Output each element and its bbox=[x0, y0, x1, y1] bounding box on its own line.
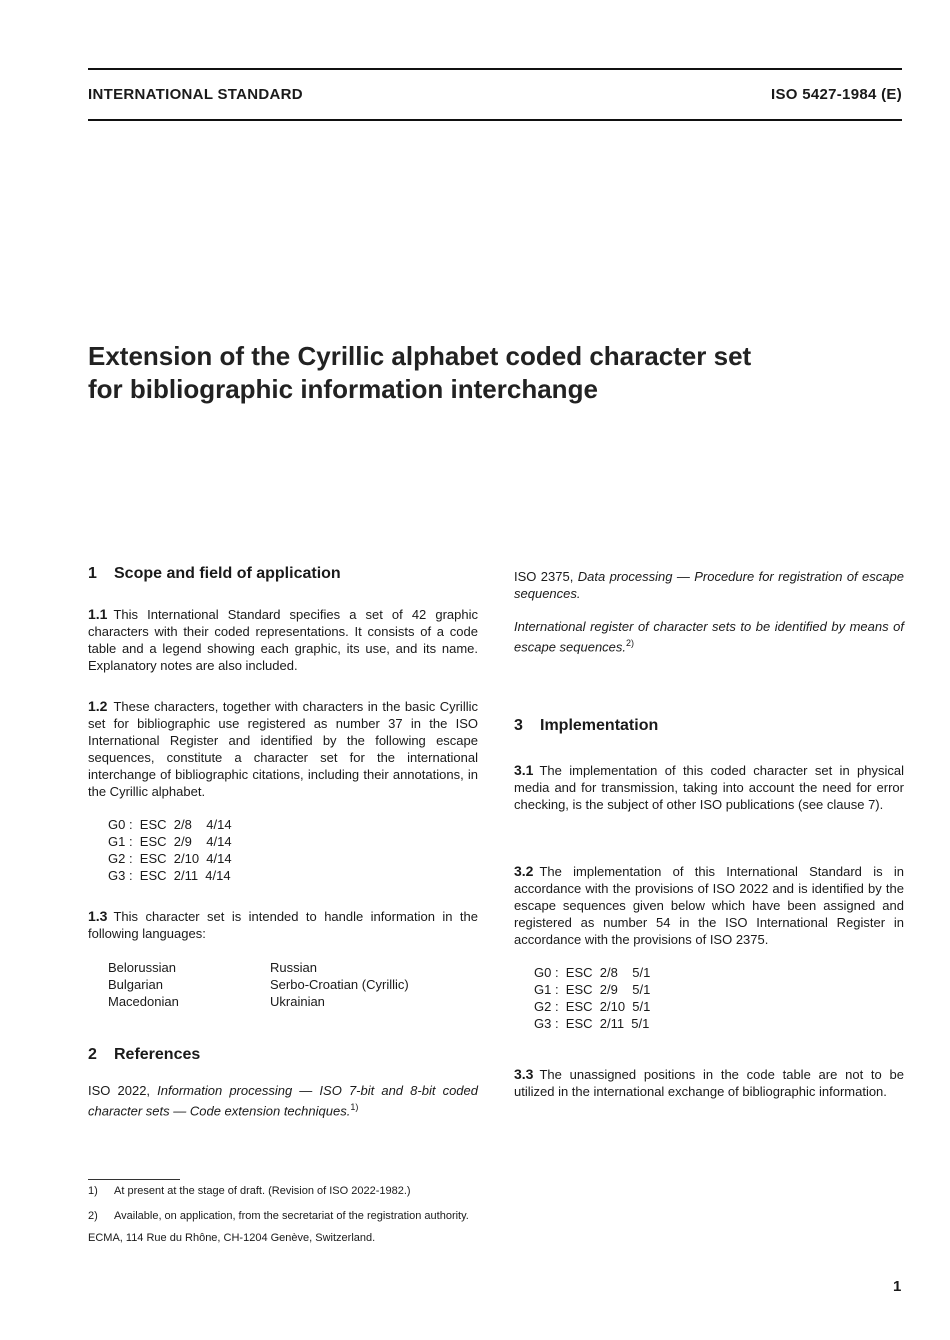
escape-sequence-g3: G3 : ESC 2/11 4/14 bbox=[108, 868, 231, 883]
paragraph-3-1-number: 3.1 bbox=[514, 762, 534, 778]
reference-2-code: ISO 2375, bbox=[514, 569, 574, 584]
escape-sequence-g0: G0 : ESC 2/8 4/14 bbox=[108, 817, 232, 832]
reference-1-footnote-mark: 1) bbox=[350, 1102, 359, 1112]
languages-list bbox=[88, 959, 478, 1010]
paragraph-1-3-number: 1.3 bbox=[88, 908, 108, 924]
footnote-2 bbox=[88, 1209, 469, 1223]
paragraph-1-3 bbox=[88, 908, 478, 942]
reference-international-register bbox=[514, 618, 904, 655]
section-3-heading bbox=[514, 717, 904, 734]
escape-sequences-basic bbox=[88, 816, 478, 884]
escape-sequence-g1: G1 : ESC 2/9 5/1 bbox=[534, 982, 651, 997]
paragraph-1-2-text: These characters, together with characters in the basic Cyrillic set for bibliographic use registered as number 37 in the ISO International Register and identified by the following escape sequences, constitute a character set for the international interchange of bibliographic citations, including their annotations, in the Cyrillic alphabet. bbox=[88, 699, 478, 799]
section-2-title: References bbox=[114, 1046, 201, 1063]
reference-iso-2022 bbox=[88, 1082, 478, 1119]
paragraph-1-1-number: 1.1 bbox=[88, 606, 108, 622]
paragraph-3-2-text: The implementation of this International Standard is in accordance with the provisions of ISO 2022 and is identified by the escape sequences given below which have been assigned and registered as number 54 in the ISO International Register in accordance with the provisions of ISO 2375. bbox=[514, 864, 904, 947]
footnote-1-text: At present at the stage of draft. (Revision of ISO 2022-1982.) bbox=[114, 1185, 411, 1197]
footnote-2-address: ECMA, 114 Rue du Rhône, CH-1204 Genève, Switzerland. bbox=[88, 1232, 376, 1244]
section-1-number: 1 bbox=[88, 565, 97, 582]
language-item: Russian bbox=[270, 960, 317, 975]
footnote-1-number: 1) bbox=[88, 1185, 98, 1197]
escape-sequence-g2: G2 : ESC 2/10 5/1 bbox=[534, 999, 651, 1014]
section-2-number: 2 bbox=[88, 1046, 97, 1063]
paragraph-3-2 bbox=[514, 863, 904, 948]
header-top-rule bbox=[88, 68, 902, 70]
header-standard-label: INTERNATIONAL STANDARD bbox=[88, 86, 303, 103]
language-item: Belorussian bbox=[108, 960, 176, 975]
escape-sequence-g3: G3 : ESC 2/11 5/1 bbox=[534, 1016, 650, 1031]
paragraph-1-2-number: 1.2 bbox=[88, 698, 108, 714]
paragraph-3-1-text: The implementation of this coded character set in physical media and for transmission, taking into account the need for error checking, is the subject of other ISO publications (see clause 7). bbox=[514, 763, 904, 812]
title-line-2: for bibliographic information interchange bbox=[88, 374, 598, 404]
paragraph-3-3-number: 3.3 bbox=[514, 1066, 534, 1082]
section-1-heading bbox=[88, 565, 478, 582]
paragraph-1-1 bbox=[88, 606, 478, 674]
paragraph-1-1-text: This International Standard specifies a set of 42 graphic characters with their coded representations. It consists of a code table and a legend showing each graphic, its use, and its name. Explanatory notes are also included. bbox=[88, 607, 478, 673]
escape-sequences-extension bbox=[514, 964, 904, 1032]
paragraph-1-3-text: This character set is intended to handle information in the following languages: bbox=[88, 909, 478, 941]
footnote-2-text: Available, on application, from the secretariat of the registration authority. bbox=[114, 1210, 469, 1222]
footnote-2-number: 2) bbox=[88, 1210, 98, 1222]
section-2-heading bbox=[88, 1046, 478, 1063]
reference-iso-2375 bbox=[514, 568, 904, 602]
reference-2-title: Data processing — Procedure for registration of escape sequences. bbox=[514, 569, 904, 601]
language-item: Serbo-Croatian (Cyrillic) bbox=[270, 977, 409, 992]
language-item: Macedonian bbox=[108, 994, 179, 1009]
paragraph-3-3 bbox=[514, 1066, 904, 1100]
reference-3-title: International register of character sets to be identified by means of escape sequences. bbox=[514, 619, 904, 655]
escape-sequence-g1: G1 : ESC 2/9 4/14 bbox=[108, 834, 232, 849]
footnote-1 bbox=[88, 1184, 411, 1198]
paragraph-1-2 bbox=[88, 698, 478, 800]
title-line-1: Extension of the Cyrillic alphabet coded character set bbox=[88, 341, 752, 371]
section-3-title: Implementation bbox=[540, 717, 659, 734]
document-title bbox=[88, 340, 908, 406]
escape-sequence-g0: G0 : ESC 2/8 5/1 bbox=[534, 965, 651, 980]
paragraph-3-2-number: 3.2 bbox=[514, 863, 534, 879]
section-1-title: Scope and field of application bbox=[114, 565, 341, 582]
language-item: Bulgarian bbox=[108, 977, 163, 992]
paragraph-3-1 bbox=[514, 762, 904, 813]
footnote-separator bbox=[88, 1179, 180, 1180]
header-document-number: ISO 5427-1984 (E) bbox=[770, 86, 902, 103]
escape-sequence-g2: G2 : ESC 2/10 4/14 bbox=[108, 851, 232, 866]
reference-1-title: Information processing — ISO 7-bit and 8-bit coded character sets — Code extension techniques. bbox=[88, 1083, 478, 1119]
reference-3-footnote-mark: 2) bbox=[626, 638, 635, 648]
page-number: 1 bbox=[893, 1278, 902, 1295]
reference-1-code: ISO 2022, bbox=[88, 1083, 151, 1098]
section-3-number: 3 bbox=[514, 717, 523, 734]
language-item: Ukrainian bbox=[270, 994, 325, 1009]
header-bottom-rule bbox=[88, 119, 902, 121]
paragraph-3-3-text: The unassigned positions in the code table are not to be utilized in the international exchange of bibliographic information. bbox=[514, 1067, 904, 1099]
